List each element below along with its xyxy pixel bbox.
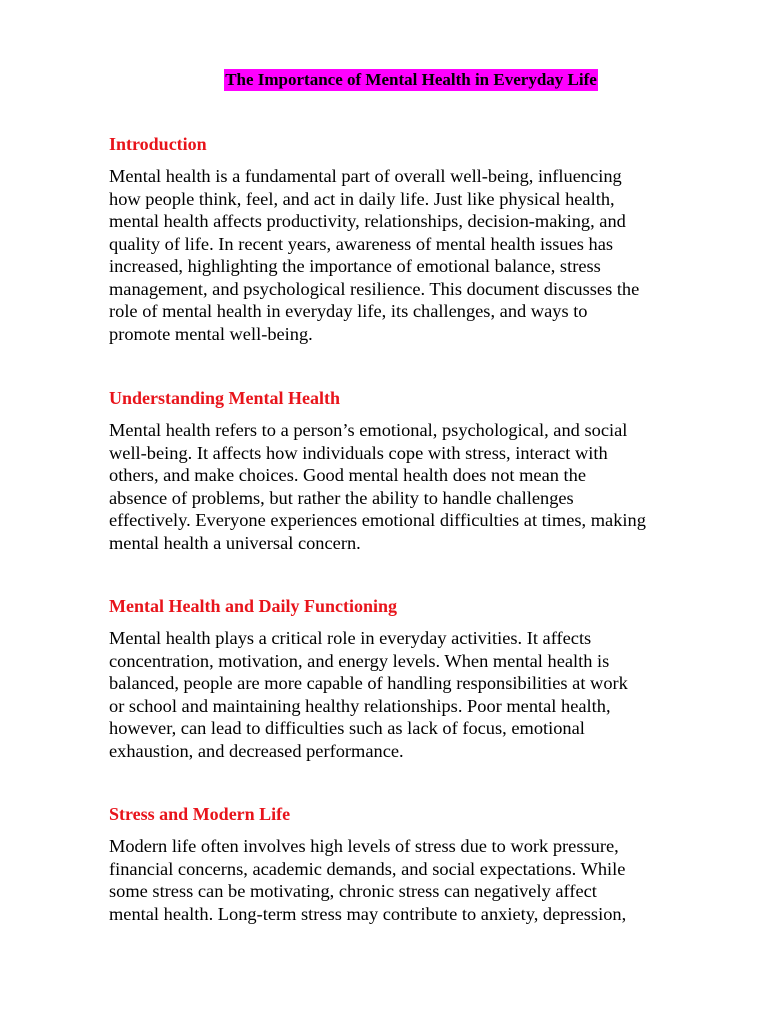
section-heading-understanding: Understanding Mental Health [109, 388, 341, 408]
section-body-introduction: Mental health is a fundamental part of overall well-being, influencing how people think, feel, and act in daily life. Just like physical health, mental health affects productivity, relationships, decision-making, and quality of life. In recent years, awareness of mental health issues has increased, highlighting the importance of emotional balance, stress management, and psychological resilience. This document discusses the role of mental health in everyday life, its challenges, and ways to promote mental well-being. [109, 166, 640, 344]
section-heading-daily-functioning: Mental Health and Daily Functioning [109, 596, 398, 616]
section-heading-stress: Stress and Modern Life [109, 804, 291, 824]
section-body-understanding: Mental health refers to a person’s emotional, psychological, and social well-being. It affects how individuals cope with stress, interact with others, and make choices. Good mental health does not mean the absence of problems, but rather the ability to handle challenges effectively. Everyone experiences emotional difficulties at times, making mental health a universal concern. [109, 420, 646, 553]
section-heading-introduction: Introduction [109, 134, 207, 154]
section-body-stress: Modern life often involves high levels of stress due to work pressure, financial concerns, academic demands, and social expectations. While some stress can be motivating, chronic stress can negatively affect mental health. Long-term stress may contribute to anxiety, depression, [109, 836, 627, 924]
title-wrapper [0, 69, 768, 91]
document-title: The Importance of Mental Health in Everyday Life [225, 70, 597, 89]
section-body-daily-functioning: Mental health plays a critical role in everyday activities. It affects concentration, motivation, and energy levels. When mental health is balanced, people are more capable of handling responsibilities at work or school and maintaining healthy relationships. Poor mental health, however, can lead to difficulties such as lack of focus, emotional exhaustion, and decreased performance. [109, 628, 628, 761]
